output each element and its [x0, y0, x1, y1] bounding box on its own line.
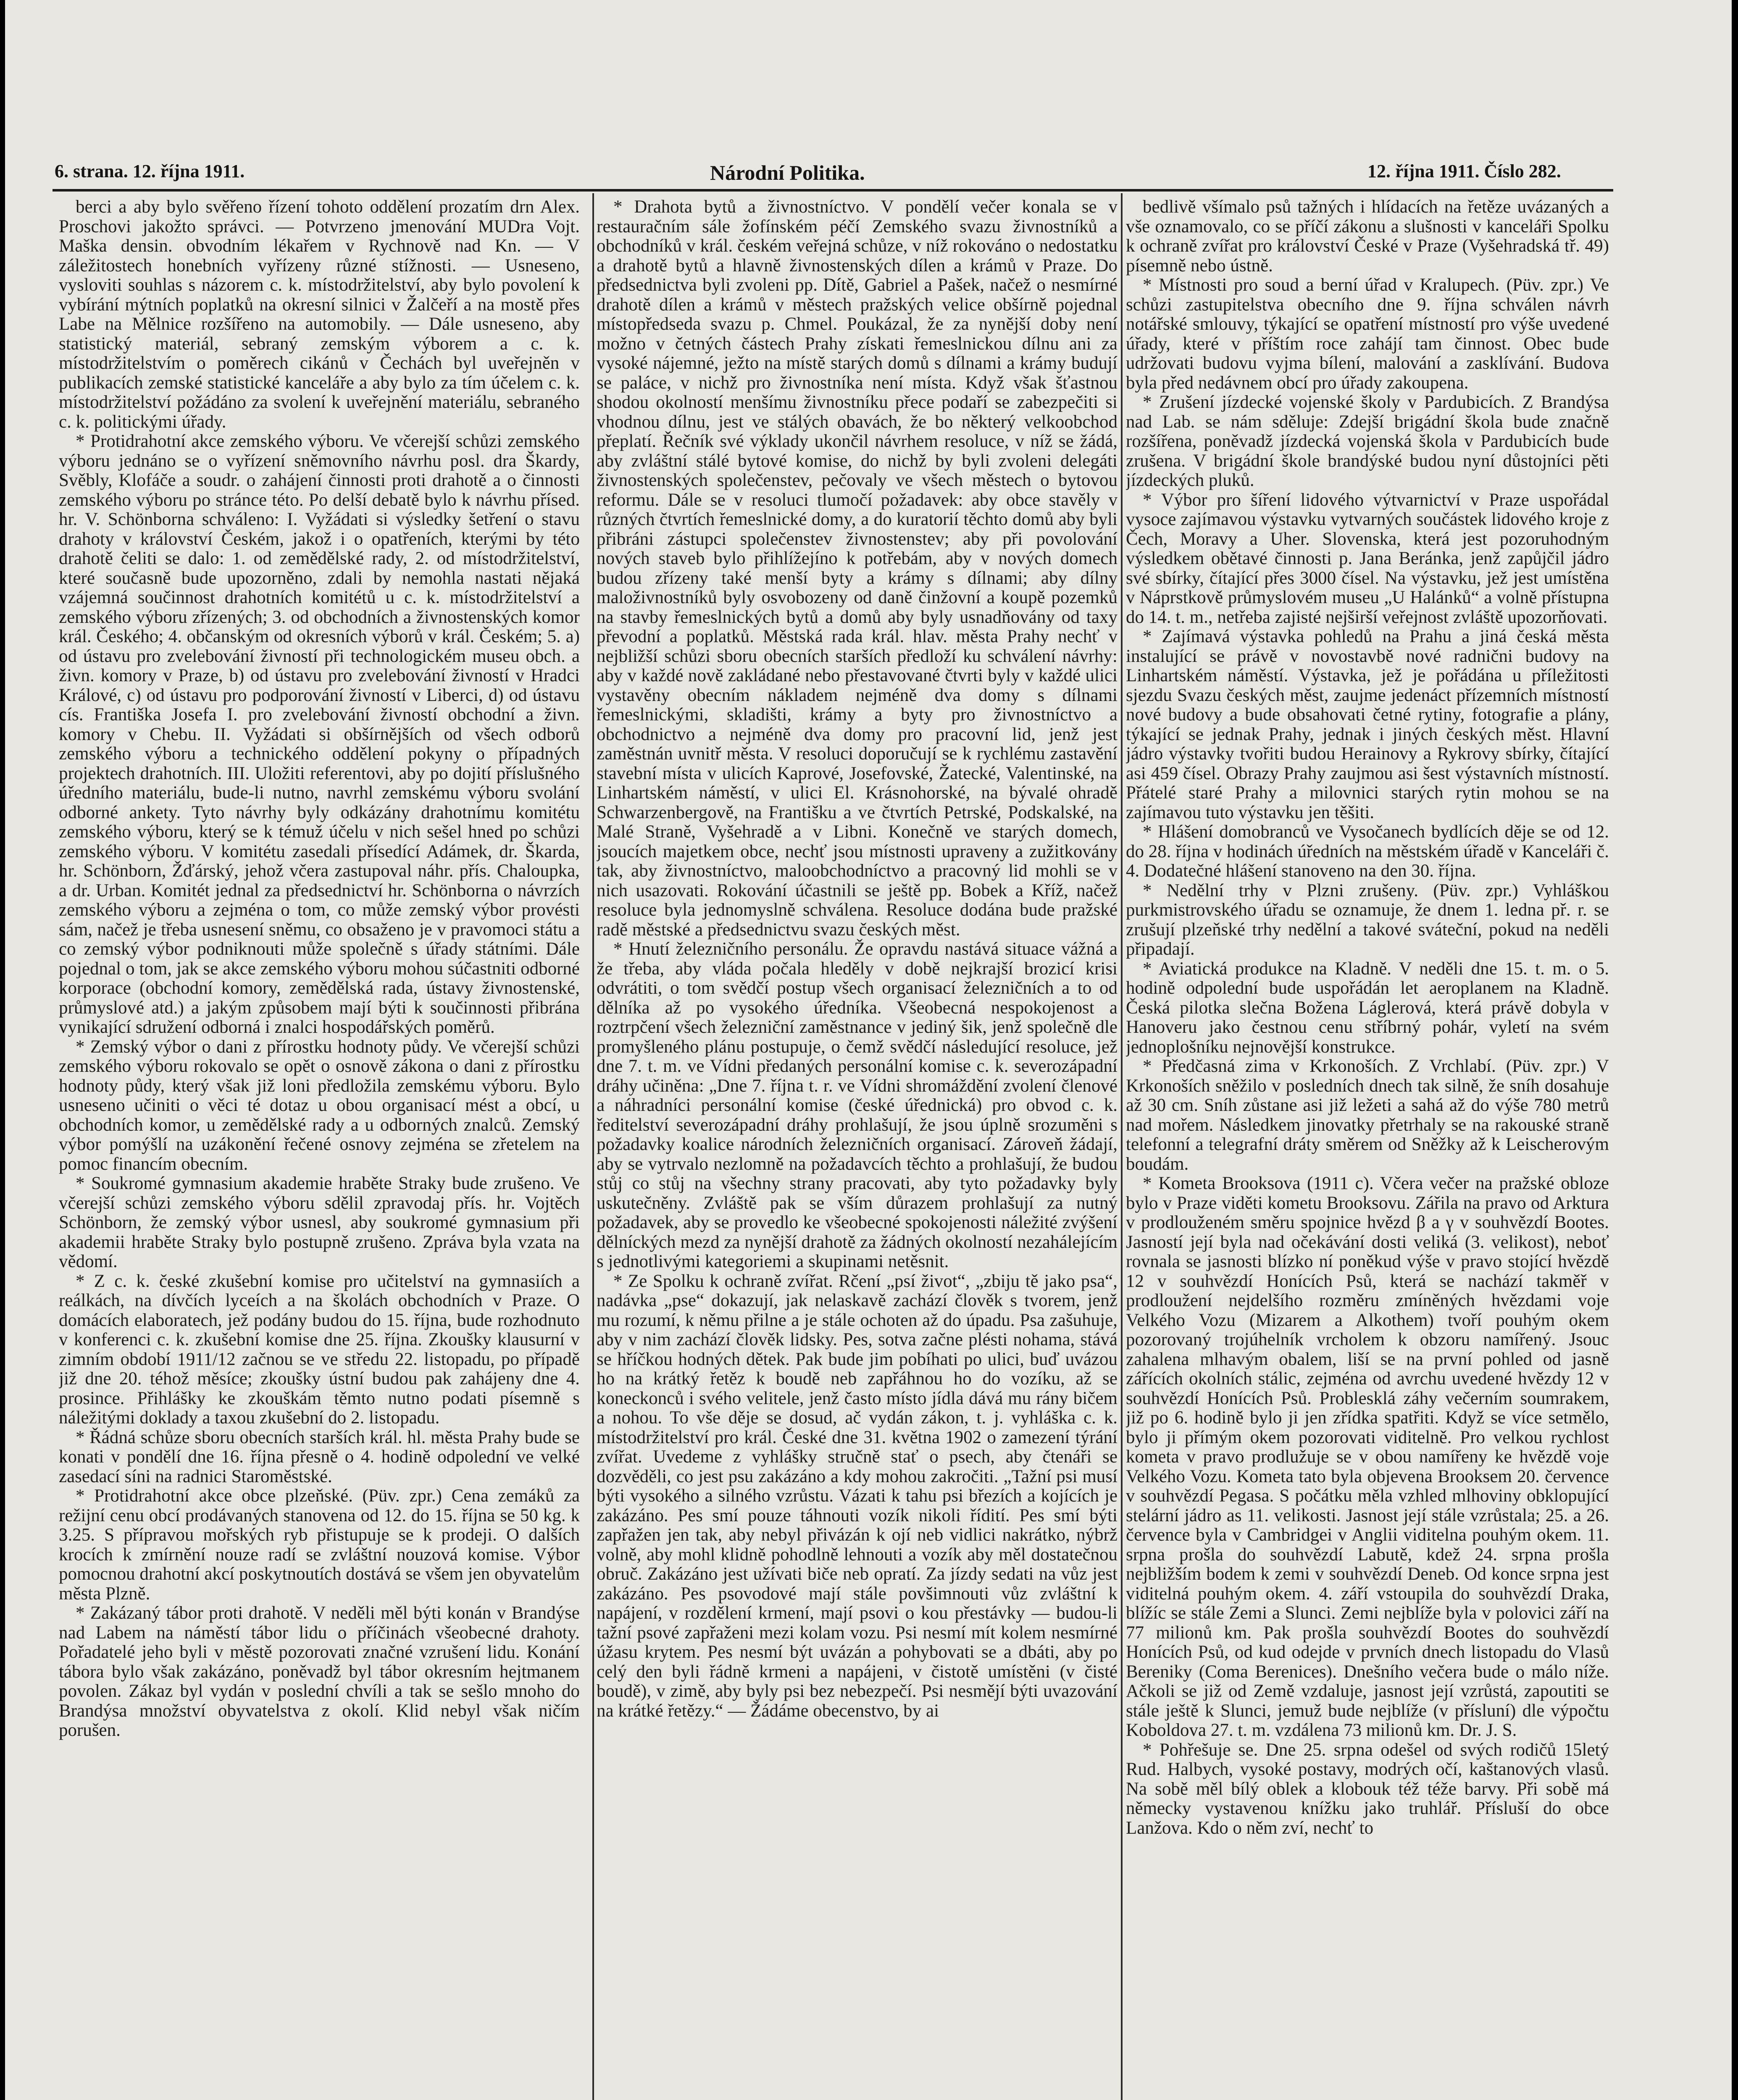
header-left: 6. strana. 12. října 1911.: [55, 161, 245, 181]
article-paragraph: * Pohřešuje se. Dne 25. srpna odešel od svých rodičů 15letý Rud. Halbych, vysoké postavy, modrých očí, kaštanových vlasů. Na sobě měl bílý oblek a klobouk též téže barvy. Při sobě má německy vystavenou knížku jako truhlář. Přísluší do obce Lanžova. Kdo o něm zví, nechť to: [1126, 1740, 1609, 1838]
column-rule: [592, 193, 594, 2100]
article-paragraph: * Předčasná zima v Krkonoších. Z Vrchlabí. (Püv. zpr.) V Krkonoších sněžilo v posledních dnech tak silně, že sníh dosahuje až 30 cm. Sníh zůstane asi již ležeti a sahá až do výše 780 metrů nad mořem. Následkem jinovatky přetrhaly se na rakouské straně telefonní a telegrafní dráty směrem od Sněžky až k Leischerovým boudám.: [1126, 1056, 1609, 1174]
article-paragraph: * Výbor pro šíření lidového výtvarnictví v Praze uspořádal vysoce zajímavou výstavku vytvarných součástek lidového kroje z Čech, Moravy a Uher. Slovenska, která jest pozoruhodným výsledkem obětavé činnosti p. Jana Beránka, jenž zapůjčil jádro své sbírky, čítající přes 3000 čísel. Na výstavku, jež jest umístěna v Náprstkově průmyslovém museu „U Halánků“ a volně přístupna do 14. t. m., netřeba zajisté nejširší veřejnost zvláště upozorňovati.: [1126, 490, 1609, 627]
column-rule: [1121, 193, 1123, 2100]
article-paragraph: * Soukromé gymnasium akademie hraběte Straky bude zrušeno. Ve včerejší schůzi zemského výboru sdělil zpravodaj přís. hr. Vojtěch Schönborn, že zemský výbor usnesl, aby soukromé gymnasium při akademii hraběte Straky bylo postupně zrušeno. Zpráva byla vzata na vědomí.: [59, 1173, 580, 1271]
article-paragraph: * Aviatická produkce na Kladně. V neděli dne 15. t. m. o 5. hodině odpolední bude uspořádán let aeroplanem na Kladně. Česká pilotka slečna Božena Láglerová, která právě dobyla v Hanoveru jako čestnou cenu stříbrný pohár, vyletí na svém jednoplošníku nejnovější konstrukce.: [1126, 958, 1609, 1057]
header-rule: [53, 189, 1613, 192]
article-paragraph: berci a aby bylo svěřeno řízení tohoto oddělení prozatím drn Alex. Proschovi jakožto správci. — Potvrzeno jmenování MUDra Vojt. Maška densin. obvodním lékařem v Rychnově nad Kn. — V záležitostech honebních vyřízeny různé stížnosti. — Usneseno, vysloviti souhlas s názorem c. k. místodržitelství, aby bylo povolení k vybírání mýtních poplatků na okresní silnici v Žalčeří a na mostě přes Labe na Mělnice rozšířeno na automobily. — Dále usneseno, aby statistický materiál, sebraný zemským výborem a c. k. místodržitelstvím o poměrech cikánů v Čechách byl uveřejněn v publikacích zemské statistické kanceláře a aby bylo za tím účelem c. k. místodržitelství požádáno za svolení k uveřejnění materiálu, sebraného c. k. politickými úřady.: [59, 197, 580, 432]
article-paragraph: * Zrušení jízdecké vojenské školy v Pardubicích. Z Brandýsa nad Lab. se nám sděluje: Zdejší brigádní škola bude značně rozšířena, poněvadž jízdecká vojenská škola v Pardubicích bude zrušena. V brigádní škole brandýské budou nyní důstojníci pěti jízdeckých pluků.: [1126, 392, 1609, 490]
column-2: [597, 197, 1117, 2100]
article-paragraph: * Hnutí železničního personálu. Že opravdu nastává situace vážná a že třeba, aby vláda počala hleděly v době nejkrajší brozicí krisi odvrátiti, o tom svědčí postup všech organisací železničních a to od dělníka až po vysokého úředníka. Všeobecná nespokojenost a roztrpčení všech železniční zaměstnance v jediný šik, jenž společně dle promyšleného plánu postupuje, o čemž svědčí následující resoluce, jež dne 7. t. m. ve Vídni předaných personální komise c. k. severozápadní dráhy učiněna: „Dne 7. října t. r. ve Vídni shromáždění zvolení členové a náhradníci personální komise (české úřednická) pro obvod c. k. ředitelství severozápadní dráhy prohlašují, že jsou úplně srozuměni s požadavky koalice národních železničních organisací. Zároveň žádají, aby se vytrvalo nezlomně na požadavcích těchto a prohlašují, že budou stůj co stůj na všechny strany pracovati, aby tyto požadavky byly uskutečněny. Zvláště pak se vším důrazem prohlašují za nutný požadavek, aby se provedlo ke všeobecné spokojenosti náležité zvýšení dělníckých mezd za nynější drahotě za žádných okolností nezahálejícím s jednotlivými kategoriemi a skupinami netěsnit.: [597, 939, 1117, 1271]
article-paragraph: * Řádná schůze sboru obecních starších král. hl. města Prahy bude se konati v pondělí dne 16. října přesně o 4. hodině odpolední ve velké zasedací síni na radnici Staroměstské.: [59, 1427, 580, 1486]
article-paragraph: * Protidrahotní akce obce plzeňské. (Püv. zpr.) Cena zemáků za režijní cenu obcí prodávaných stanovena od 12. do 15. října se 50 kg. k 3.25. S přípravou mořských ryb přistupuje se k prodeji. O dalších krocích k zmírnění nouze radí se zvláštní nouzová komise. Výbor pomocnou drahotní akcí poskytnoutích dostává se všem jen obyvatelům města Plzně.: [59, 1486, 580, 1604]
article-paragraph: * Protidrahotní akce zemského výboru. Ve včerejší schůzi zemského výboru jednáno se o vyřízení sněmovního návrhu posl. dra Škardy, Svěbly, Klofáče a soudr. o zahájení činnosti proti drahotě a o činnosti zemského výboru po stránce této. Po delší debatě bylo k návrhu přísed. hr. V. Schönborna schváleno: I. Vyžádati si výsledky šetření o stavu drahoty v království Českém, jakož i o opatřeních, kterými by této drahotě čeliti se dalo: 1. od zemědělské rady, 2. od místodržitelství, které současně bude upozorněno, zdali by nemohla nastati nějaká vzájemná součinnost drahotních komitétů u c. k. místodržitelství a zemského výboru zřízených; 3. od obchodních a živnostenských komor král. Českého; 4. občanským od okresních výborů v král. Českém; 5. a) od ústavu pro zvelebování živností při technologickém museu obch. a živn. komory v Praze, b) od ústavu pro zvelebování živností v Hradci Králové, c) od ústavu pro podporování živností v Liberci, d) od ústavu cís. Františka Josefa I. pro zvelebování živností obchodní a živn. komory v Chebu. II. Vyžádati si obšírnějších od všech odborů zemského výboru a technického oddělení pokyny o případných projektech drahotních. III. Uložiti referentovi, aby po dojití příslušného úředního materiálu, bude-li nutno, navrhl zemskému výboru svolání odborné ankety. Tyto návrhy byly odkázány drahotnímu komitétu zemského výboru, který se k témuž účelu v nich sešel hned po schůzi zemského výboru. V komitétu zasedali přísedící Adámek, dr. Škarda, hr. Schönborn, Žďárský, jehož včera zastupoval náhr. přís. Chaloupka, a dr. Urban. Komitét jednal za předsednictví hr. Schönborna o návrzích zemského výboru a zejména o tom, co může zemský výbor provésti sám, načež je třeba usnesení sněmu, co obsaženo je v pravomoci státu a co zemský výbor podniknouti může společně s úřady státními. Dále pojednal o tom, jak se akce zemského výboru mohou súčastniti odborné korporace (obchodní komory, zemědělská rada, ústavy živnostenské, průmyslové atd.) a jakým způsobem mají býti k součinnosti přibrána vynikající sdružení odborná i znalci hospodářských poměrů.: [59, 431, 580, 1037]
article-paragraph: * Hlášení domobranců ve Vysočanech bydlících děje se od 12. do 28. října v hodinách úředních na městském úřadě v Kanceláři č. 4. Dodatečné hlášení stanoveno na den 30. října.: [1126, 822, 1609, 881]
masthead-title: Národní Politika.: [710, 161, 865, 184]
article-paragraph: * Kometa Brooksova (1911 c). Včera večer na pražské obloze bylo v Praze viděti kometu Brooksovu. Zářila na pravo od Arktura v prodlouženém směru spojnice hvězd β a γ v souhvězdí Bootes. Jasností její byla nad očekávání dosti veliká (3. velikost), neboť rovnala se jasnosti blízko ní poněkud výše v pravo stojící hvězdě 12 v souhvězdí Honících Psů, která se nachází takměř v prodloužení nejdelšího rozměru zmíněných hvězdami voje Velkého Vozu (Mizarem a Alkothem) tvoří pouhým okem pozorovaný trojúhelník vrcholem k obzoru namířený. Jsouc zahalena mlhavým obalem, liší se na první pohled od jasně zářících okolních stálic, zejména od avrchu uvedené hvězdy 12 v souhvězdí Honících Psů. Problesklá záhy večerním soumrakem, již po 6. hodině bylo ji jen zřídka spatřiti. Když se více setmělo, bylo ji přímým okem pozorovati viditelně. Pro velkou rychlost kometa v pravo prodlužuje se v obou namířeny ke hvězdě voje Velkého Vozu. Kometa tato byla objevena Brooksem 20. července v souhvězdí Pegasa. S počátku měla vzhled mlhoviny obklopující stelární jádro as 11. velikosti. Jasnost její stále vzrůstala; 25. a 26. července byla v Cambridgei v Anglii viditelna pouhým okem. 11. srpna prošla do souhvězdí Labutě, kdež 24. srpna prošla nejbližším bodem k zemi v souhvězdí Deneb. Od konce srpna jest viditelná pouhým okem. 4. září vstoupila do souhvězdí Draka, blížíc se stále Zemi a Slunci. Zemi nejblíže byla v polovici září na 77 milionů km. Pak prošla souhvězdí Bootes do souhvězdí Honících Psů, od kud odejde v prvních dnech listopadu do Vlasů Bereniky (Coma Berenices). Dnešního večera bude o málo níže. Ačkoli se již od Země vzdaluje, jasnost její vzrůstá, zapoutiti se stále ještě k Slunci, jemuž bude nejblíže (v přísluní) dle výpočtu Koboldova 27. t. m. vzdálena 73 milionů km. Dr. J. S.: [1126, 1173, 1609, 1740]
article-paragraph: * Místnosti pro soud a berní úřad v Kralupech. (Püv. zpr.) Ve schůzi zastupitelstva obecního dne 9. října schválen návrh notářské smlouvy, týkající se opatření místností pro výše uvedené úřady, které v příštím roce zahájí tam činnost. Obec bude udržovati budovu vyjma bílení, malování a zasklívání. Budova byla před nedávnem obcí pro úřady zakoupena.: [1126, 275, 1609, 393]
article-paragraph: * Zajímavá výstavka pohledů na Prahu a jiná česká města instalující se právě v novostavbě nové radnični budovy na Linhartském náměstí. Výstavka, jež je pořádána u příležitosti sjezdu Svazu českých měst, zaujme jedenáct přízemních místností nové budovy a bude obsahovati četné rytiny, fotografie a plány, týkající se jednak Prahy, jednak i jiných českých měst. Hlavní jádro výstavky tvořiti budou Herainovy a Rykrovy sbírky, čítající asi 459 čísel. Obrazy Prahy zaujmou asi šest výstavních místností. Přátelé staré Prahy a milovnici starých rytin mohou se na zajímavou tuto výstavku jen těšiti.: [1126, 627, 1609, 822]
article-paragraph: * Nedělní trhy v Plzni zrušeny. (Püv. zpr.) Vyhláškou purkmistrovského úřadu se oznamuje, že dnem 1. ledna př. r. se zrušují plzeňské trhy nedělní a takové sváteční, pokud na neděli připadají.: [1126, 880, 1609, 959]
article-paragraph: * Zakázaný tábor proti drahotě. V neděli měl býti konán v Brandýse nad Labem na náměstí tábor lidu o příčinách všeobecné drahoty. Pořadatelé jeho byli v městě pozorovati značné vzrušení lidu. Konání tábora bylo však zakázáno, poněvadž byl tábor okresním hejtmanem povolen. Zákaz byl vydán v poslední chvíli a tak se sešlo mnoho do Brandýsa množství obyvatelstva z okolí. Klid nebyl však ničím porušen.: [59, 1603, 580, 1740]
article-paragraph: * Z c. k. české zkušební komise pro učitelství na gymnasiích a reálkách, na dívčích lyceích a na školách obchodních v Praze. O domácích elaboratech, jež podány budou do 15. října, bude rozhodnuto v konferenci c. k. zkušební komise dne 25. října. Zkoušky klausurní v zimním období 1911/12 začnou se ve středu 22. listopadu, po případě již dne 20. téhož měsíce; zkoušky ústní budou pak zahájeny dne 4. prosince. Přihlášky ke zkouškám těmto nutno podati písemně s náležitými doklady a taxou zkušební do 2. listopadu.: [59, 1271, 580, 1428]
header-right: 12. října 1911. Číslo 282.: [1367, 161, 1561, 181]
article-paragraph: bedlivě všímalo psů tažných i hlídacích na řetěze uvázaných a vše oznamovalo, co se příčí zákonu a slušnosti v kanceláři Spolku k ochraně zvířat pro království České v Praze (Vyšehradská tř. 49) písemně nebo ústně.: [1126, 197, 1609, 276]
article-paragraph: * Drahota bytů a živnostníctvo. V pondělí večer konala se v restauračním sále žofínském péčí Zemského svazu živnostníků a obchodníků v král. českém veřejná schůze, v níž rokováno o nedostatku a drahotě bytů a hlavně živnostenských dílen a krámů v Praze. Do předsednictva byli zvoleni pp. Dítě, Gabriel a Pašek, načež o nesmírné drahotě dílen a krámů v městech pražských velice obšírně pojednal místopředseda svazu p. Chmel. Poukázal, že za nynější doby není možno v četných částech Prahy získati řemeslnickou dílnu ani za vysoké nájemné, ježto na místě starých domů s dílnami a krámy budují se paláce, v nichž pro živnostníka není místa. Když však šťastnou shodou okolností menšímu živnostníku přece podaří se zabezpečiti si vhodnou dílnu, jest ve stálých obavách, že bo některý velkoobchod přeplatí. Řečník své výklady ukončil návrhem resoluce, v níž se žádá, aby zvláštní stálé bytové komise, do nichž by byli zvoleni delegáti živnostenských společenstev, pečovaly ve všech městech o bytovou reformu. Dále se v resoluci tlumočí požadavek: aby obce stavěly v různých čtvrtích řemeslnické domy, a do kuratorií těchto domů aby byli přibráni zástupci společenstev živnostenstev; aby při povolování nových staveb bylo přihlížejíno k potřebám, aby v nových domech budou zřízeny také menší byty a krámy s dílnami; aby dílny maloživnostníků byly osvobozeny od daně činžovní a koupě pozemků na stavby řemeslnických bytů a domů aby byly usnadňovány od taxy převodní a poplatků. Městská rada král. hlav. města Prahy nechť v nejbližší schůzi sboru obecních starších předloží ku schválení návrhy: aby v každé nově zakládané nebo přestavované čtvrti byly v každé ulici vystavěny obecním nákladem nejméně dva domy s dílnami řemeslnickými, skladišti, krámy a byty pro živnostníctvo a obchodnictvo a nejméně dva domy pro pracovní lid, jenž jest zaměstnán uvnitř města. V resoluci doporučují se k rychlému zastavění stavební místa v ulicích Kaprové, Josefovské, Žatecké, Valentinské, na Linhartském náměstí, v ulici El. Krásnohorské, na bývalé ohradě Schwarzenbergově, na Františku a ve čtvrtích Petrské, Podskalské, na Malé Straně, Vyšehradě a v Libni. Konečně ve starých domech, jsoucích majetkem obce, nechť jsou místnosti upraveny a zužitkovány tak, aby živnostníctvo, maloobchodníctvo a pracovný lid mohli se v nich usazovati. Rokování účastnili se ještě pp. Bobek a Kříž, načež resoluce byla jednomyslně schválena. Resoluce dodána bude pražské radě městské a předsednictvu svazu českých měst.: [597, 197, 1117, 940]
article-paragraph: * Ze Spolku k ochraně zvířat. Rčení „psí život“, „zbiju tě jako psa“, nadávka „pse“ dokazují, jak nelaskavě zachází člověk s tvorem, jenž mu rozumí, k němu přilne a je stále ochoten až do úpadu. Psa zašuhuje, aby v nim zachází člověk lidsky. Pes, sotva začne plésti nohama, stává se hříčkou hodných dětek. Pak bude jim pobíhati po ulici, buď uvázou ho na krátký řetěz k boudě neb zapřáhnou ho do vozíku, až se koneckonců i svého velitele, jenž často místo jídla dává mu rány bičem a nohou. To vše děje se dosud, ač vydán zákon, t. j. vyhláška c. k. místodržitelství pro král. České dne 31. května 1902 o zamezení týrání zvířat. Uvedeme z vyhlášky stručně stať o psech, aby čtenáři se dozvěděli, co jest psu zakázáno a kdy mohou zakročiti. „Tažní psi musí býti vysokého a silného vzrůstu. Vázati k tahu psi březích a kojících je zakázáno. Pes smí pouze táhnouti vozík nikoli řídití. Pes smí býti zapřažen jen tak, aby nebyl přivázán k ojí neb vidlici nakrátko, nýbrž volně, aby mohl klidně pohodlně lehnouti a vozík aby měl dostatečnou obruč. Zakázáno jest užívati biče neb opratí. Za jízdy sedati na vůz jest zakázáno. Pes psovodové mají stále povšimnouti vůz zvláštní k napájení, v rozdělení krmení, mají psovi o kou přestávky — budou-li tažní psové zapřaženi mezi kolam vozu. Psi nesmí mít kolem nesmírné úžasu krytem. Pes nesmí být uvázán a pohybovati se a dbáti, aby po celý den byli řádně krmeni a napájeni, v čistotě umístěni (v čisté boudě), v zimě, aby byly psi bez nebezpečí. Psi nesmějí býti uvazování na krátké řetězy.“ — Žádáme obecenstvo, by ai: [597, 1271, 1117, 1721]
column-3: [1126, 197, 1609, 2100]
page-header: [0, 0, 1738, 197]
article-paragraph: * Zemský výbor o dani z přírostku hodnoty půdy. Ve včerejší schůzi zemského výboru rokovalo se opět o osnově zákona o dani z přírostku hodnoty půdy, který však již loni předložila zemskému výboru. Bylo usneseno učiniti o věci té dotaz u obou organisací mést a obcí, u obchodních komor, u zemědělské rady a u odborných znalců. Zemský výbor pomýšlí na uzákonění řečené osnovy zejména se zřetelem na pomoc financím obecním.: [59, 1037, 580, 1174]
column-1: [59, 197, 580, 2100]
